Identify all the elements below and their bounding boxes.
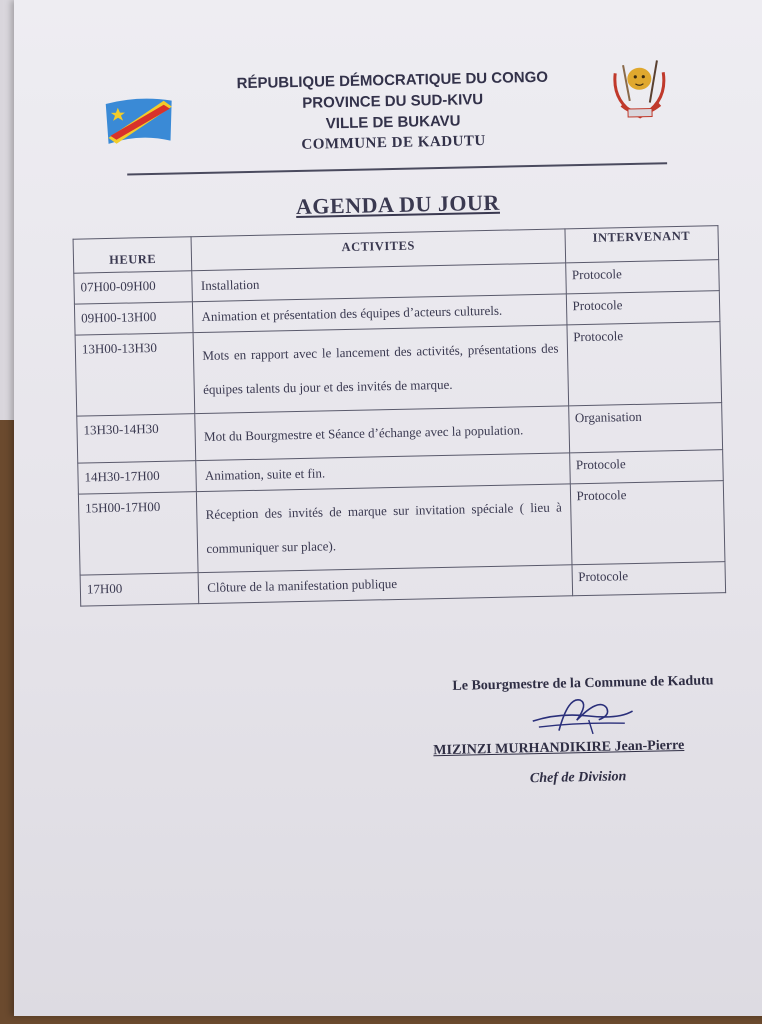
- table-row: [75, 322, 722, 416]
- cell-activity: Animation, suite et fin.: [196, 453, 570, 492]
- header-commune: COMMUNE DE KADUTU: [301, 133, 486, 153]
- cell-time: 13H00-13H30: [75, 333, 195, 416]
- table-row: [78, 481, 725, 575]
- cell-activity: Animation et présentation des équipes d’acteurs culturels.: [193, 294, 567, 333]
- cell-activity: Clôture de la manifestation publique: [198, 565, 572, 604]
- column-header-activity: ACTIVITES: [191, 229, 565, 271]
- header-province: PROVINCE DU SUD-KIVU: [302, 91, 484, 112]
- cell-speaker: Protocole: [572, 562, 726, 596]
- header-city: VILLE DE BUKAVU: [325, 112, 461, 133]
- handwritten-signature: [528, 689, 639, 741]
- cell-time: 15H00-17H00: [78, 492, 198, 575]
- cell-activity: Installation: [192, 263, 566, 302]
- cell-time: 09H00-13H00: [74, 302, 193, 335]
- cell-speaker: Protocole: [566, 291, 720, 325]
- cell-time: 07H00-09H00: [74, 271, 193, 304]
- cell-speaker: Organisation: [568, 403, 722, 453]
- header-country: RÉPUBLIQUE DÉMOCRATIQUE DU CONGO: [236, 68, 549, 93]
- cell-speaker: Protocole: [570, 481, 725, 565]
- drc-flag-icon: [104, 97, 175, 146]
- cell-activity: Mots en rapport avec le lancement des activités, présentations des équipes talents du jour et des invités de marque.: [193, 325, 568, 414]
- column-header-time: HEURE: [73, 237, 192, 273]
- cell-time: 13H30-14H30: [77, 414, 196, 463]
- agenda-table: [73, 225, 727, 606]
- cell-speaker: Protocole: [569, 450, 723, 484]
- document-header: [187, 66, 599, 159]
- cell-activity: Réception des invités de marque sur invitation spéciale ( lieu à communiquer sur place).: [197, 484, 572, 573]
- signatory-role: Chef de Division: [529, 769, 627, 787]
- signatory-name: MIZINZI MURHANDIKIRE Jean-Pierre: [433, 737, 685, 759]
- signatory-title: Le Bourgmestre de la Commune de Kadutu: [452, 673, 714, 694]
- cell-speaker: Protocole: [566, 322, 721, 406]
- document-title: AGENDA DU JOUR: [295, 189, 501, 220]
- header-divider: [127, 162, 667, 175]
- coat-of-arms-icon: [601, 54, 680, 126]
- cell-time: 17H00: [80, 573, 199, 606]
- cell-activity: Mot du Bourgmestre et Séance d’échange avec la population.: [195, 406, 569, 461]
- cell-speaker: Protocole: [565, 260, 719, 294]
- document-content: [6, 0, 762, 1024]
- cell-time: 14H30-17H00: [78, 461, 197, 494]
- document-page: [14, 0, 762, 1016]
- column-header-speaker: INTERVENANT: [564, 226, 718, 263]
- signature-block: [428, 673, 738, 787]
